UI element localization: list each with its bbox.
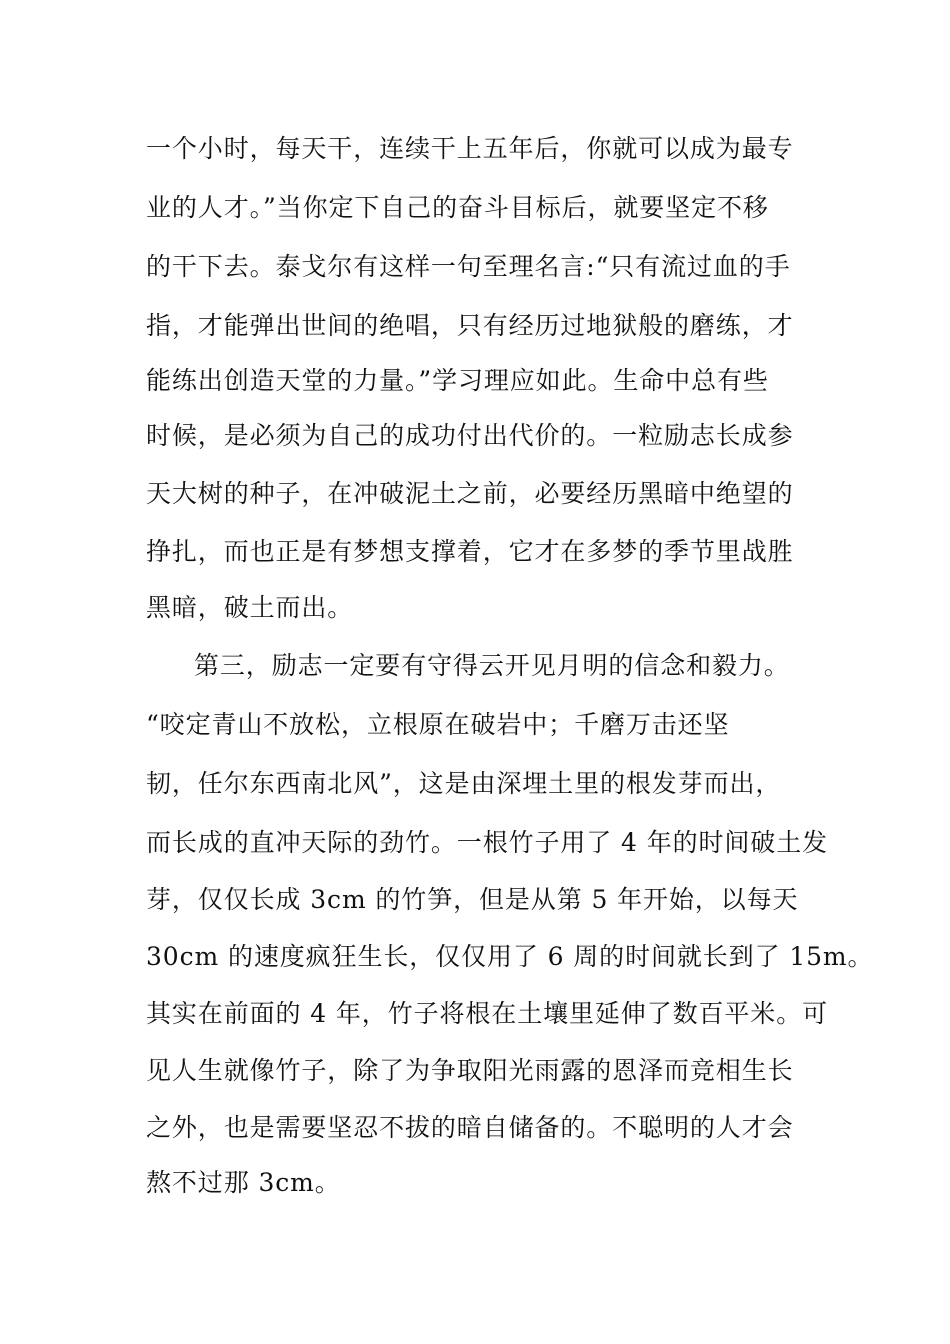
paragraph-line: 之外，也是需要坚忍不拔的暗自储备的。不聪明的人才会 (146, 1113, 794, 1142)
paragraph-line: 而长成的直冲天际的劲竹。一根竹子用了 4 年的时间破土发 (146, 828, 829, 857)
paragraph-line: 天大树的种子，在冲破泥土之前，必要经历黑暗中绝望的 (146, 479, 794, 508)
paragraph-line: 其实在前面的 4 年，竹子将根在土壤里延伸了数百平米。可 (146, 999, 829, 1028)
paragraph-line: 的干下去。泰戈尔有这样一句至理名言:“只有流过血的手 (146, 252, 791, 281)
paragraph-line: 一个小时，每天干，连续干上五年后，你就可以成为最专 (146, 134, 794, 163)
paragraph-line: 指，才能弹出世间的绝唱，只有经历过地狱般的磨练，才 (146, 311, 794, 340)
paragraph-line: 能练出创造天堂的力量。”学习理应如此。生命中总有些 (146, 366, 769, 395)
paragraph-line: 黑暗，破土而出。 (146, 593, 354, 622)
paragraph-line: 熬不过那 3cm。 (146, 1168, 341, 1197)
section-heading-line: 第三，励志一定要有守得云开见月明的信念和毅力。 (194, 651, 790, 680)
paragraph-line: 芽，仅仅长成 3cm 的竹笋，但是从第 5 年开始，以每天 (146, 885, 799, 914)
paragraph-line: “咬定青山不放松，立根原在破岩中；千磨万击还坚 (146, 710, 730, 739)
paragraph-line: 韧，任尔东西南北风”，这是由深埋土里的根发芽而出， (146, 769, 782, 798)
paragraph-line: 30cm 的速度疯狂生长，仅仅用了 6 周的时间就长到了 15m。 (146, 942, 874, 971)
paragraph-line: 时候，是必须为自己的成功付出代价的。一粒励志长成参 (146, 421, 794, 450)
paragraph-line: 挣扎，而也正是有梦想支撑着，它才在多梦的季节里战胜 (146, 537, 794, 566)
paragraph-line: 见人生就像竹子，除了为争取阳光雨露的恩泽而竞相生长 (146, 1056, 794, 1085)
paragraph-line: 业的人才。”当你定下自己的奋斗目标后，就要坚定不移 (146, 193, 769, 222)
